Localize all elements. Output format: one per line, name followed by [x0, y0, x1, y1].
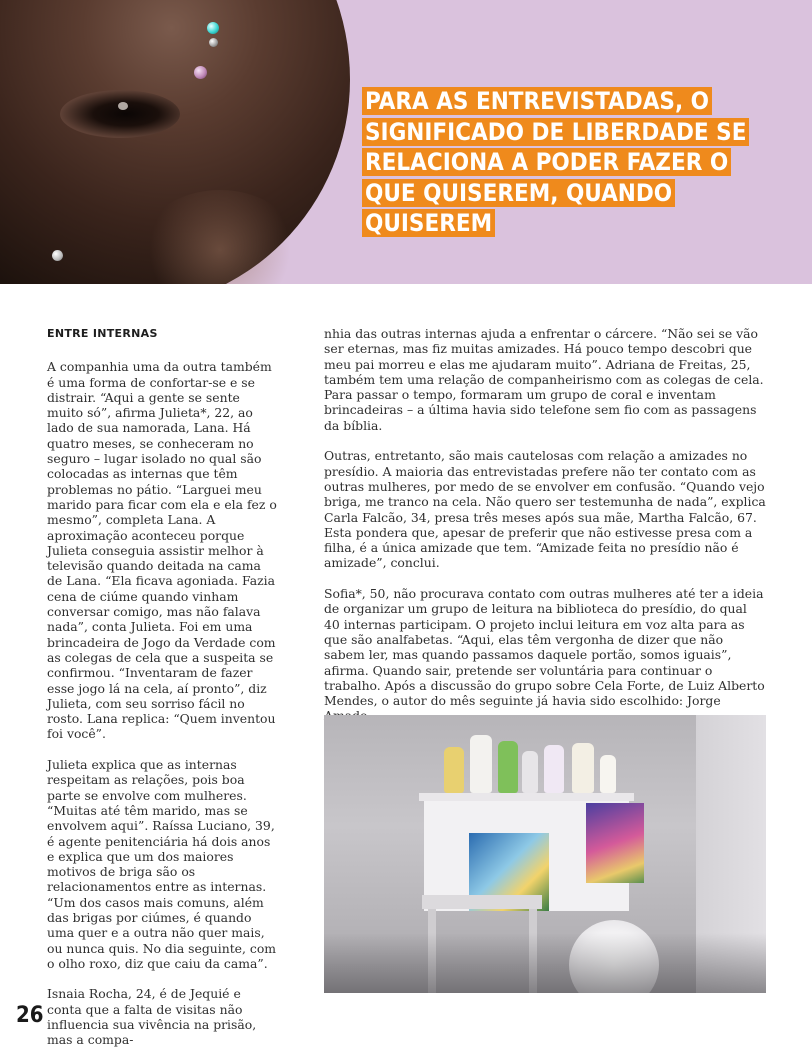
eyebrow-piercing-teal: [207, 22, 219, 34]
paragraph: Isnaia Rocha, 24, é de Jequié e conta que a falta de visitas não influencia sua vivência na prisão, mas a compa-: [47, 986, 257, 1048]
pull-quote-headline: [362, 86, 762, 239]
photo-bottle: [498, 741, 518, 793]
paragraph: Julieta explica que as internas respeitam as relações, pois boa parte se envolve com mulheres. “Muitas até têm marido, mas se envolvem aqui”. Raíssa Luciano, 39, é agente penitenciária há dois anos e explica que um dos maiores motivos de briga são os relacionamentos entre as internas. “Um dos casos mais comuns, além das brigas por ciúmes, é quando uma quer e a outra não quer mais, ou nunca quis. No dia seguinte, com o olho roxo, diz que caiu da cama”.: [47, 757, 277, 971]
cell-photo: [324, 715, 766, 993]
paragraph: Outras, entretanto, são mais cautelosas com relação a amizades no presídio. A maioria das entrevistadas prefere não ter contato com as outras mulheres, por medo de se envolver em confusão. “Quando vejo briga, me tranco na cela. Não quero ser testemunha de nada”, explica Carla Falcão, 34, presa três meses após sua mãe, Martha Falcão, 67. Esta pondera que, apesar de preferir que não estivesse presa com a filha, é a única amizade que tem. “Amizade feita no presídio não é amizade”, conclui.: [324, 448, 766, 571]
paragraph: nhia das outras internas ajuda a enfrentar o cárcere. “Não sei se vão ser eternas, mas fiz muitas amizades. Há pouco tempo descobri que meu pai morreu e elas me ajudaram muito”. Adriana de Freitas, 25, também tem uma relação de companheirismo com as colegas de cela. Para passar o tempo, formaram um grupo de coral e inventam brincadeiras – a última havia sido telefone sem fio com as passagens da bíblia.: [324, 326, 764, 433]
photo-bottle: [572, 743, 594, 793]
hero-photo: [0, 0, 812, 284]
photo-bottle: [522, 751, 538, 793]
eye-highlight: [118, 102, 128, 110]
photo-bottle: [600, 755, 616, 793]
photo-bottle: [444, 747, 464, 793]
photo-bottle: [470, 735, 492, 793]
photo-poster: [586, 803, 644, 883]
section-heading: ENTRE INTERNAS: [47, 327, 158, 340]
page-number: 26: [16, 1003, 44, 1028]
photo-shade: [324, 933, 766, 993]
photo-table: [422, 895, 542, 909]
headline-text: PARA AS ENTREVISTADAS, O SIGNIFICADO DE LIBERDADE SE RELACIONA A PODER FAZER O QUE QUISEREM, QUANDO QUISEREM: [362, 87, 749, 237]
left-text-column: [47, 326, 279, 1063]
eye-shape: [60, 90, 180, 138]
eyebrow-piercing-silver: [209, 38, 218, 47]
photo-bottle: [544, 745, 564, 793]
paragraph: Sofia*, 50, não procurava contato com outras mulheres até ter a ideia de organizar um grupo de leitura na biblioteca do presídio, do qual 40 internas participam. O projeto inclui leitura em voz alta para as que são analfabetas. “Aqui, elas têm vergonha de dizer que não sabem ler, mas quando passamos daquele portão, somos iguais”, afirma. Quando sair, pretende ser voluntária para continuar o trabalho. Após a discussão do grupo sobre Cela Forte, de Luiz Alberto Mendes, o autor do mês seguinte já havia sido escolhido: Jorge: [324, 586, 765, 709]
cheek-piercing: [52, 250, 63, 261]
eyebrow-piercing-pink: [194, 66, 207, 79]
paragraph: A companhia uma da outra também é uma forma de confortar-se e se distrair. “Aqui a gente se sente muito só”, afirma Julieta*, 22, ao lado de sua namorada, Lana. Há quatro meses, se conheceram no seguro – lugar isolado no qual são colocadas as internas que têm problemas no pátio. “Larguei meu marido para ficar com ela e ela fez o mesmo”, completa Lana. A aproximação aconteceu porque Julieta conseguia assistir melhor à televisão quando deitada na cama de Lana. “Ela ficava agoniada. Fazia cena de ciúme quando vinham conversar comigo, mas não falava nada”, conta Julieta. Foi em uma brincadeira de Jogo da Verdade com as colegas de cela que a suspeita se confirmou. “Inventaram de fazer esse jogo lá na cela, aí pronto”, diz Julieta, com seu sorriso fácil no rosto. Lana replica: “Quem inventou foi você”.: [47, 359, 277, 742]
photo-shelf: [419, 793, 634, 801]
right-text-column: [324, 326, 766, 739]
